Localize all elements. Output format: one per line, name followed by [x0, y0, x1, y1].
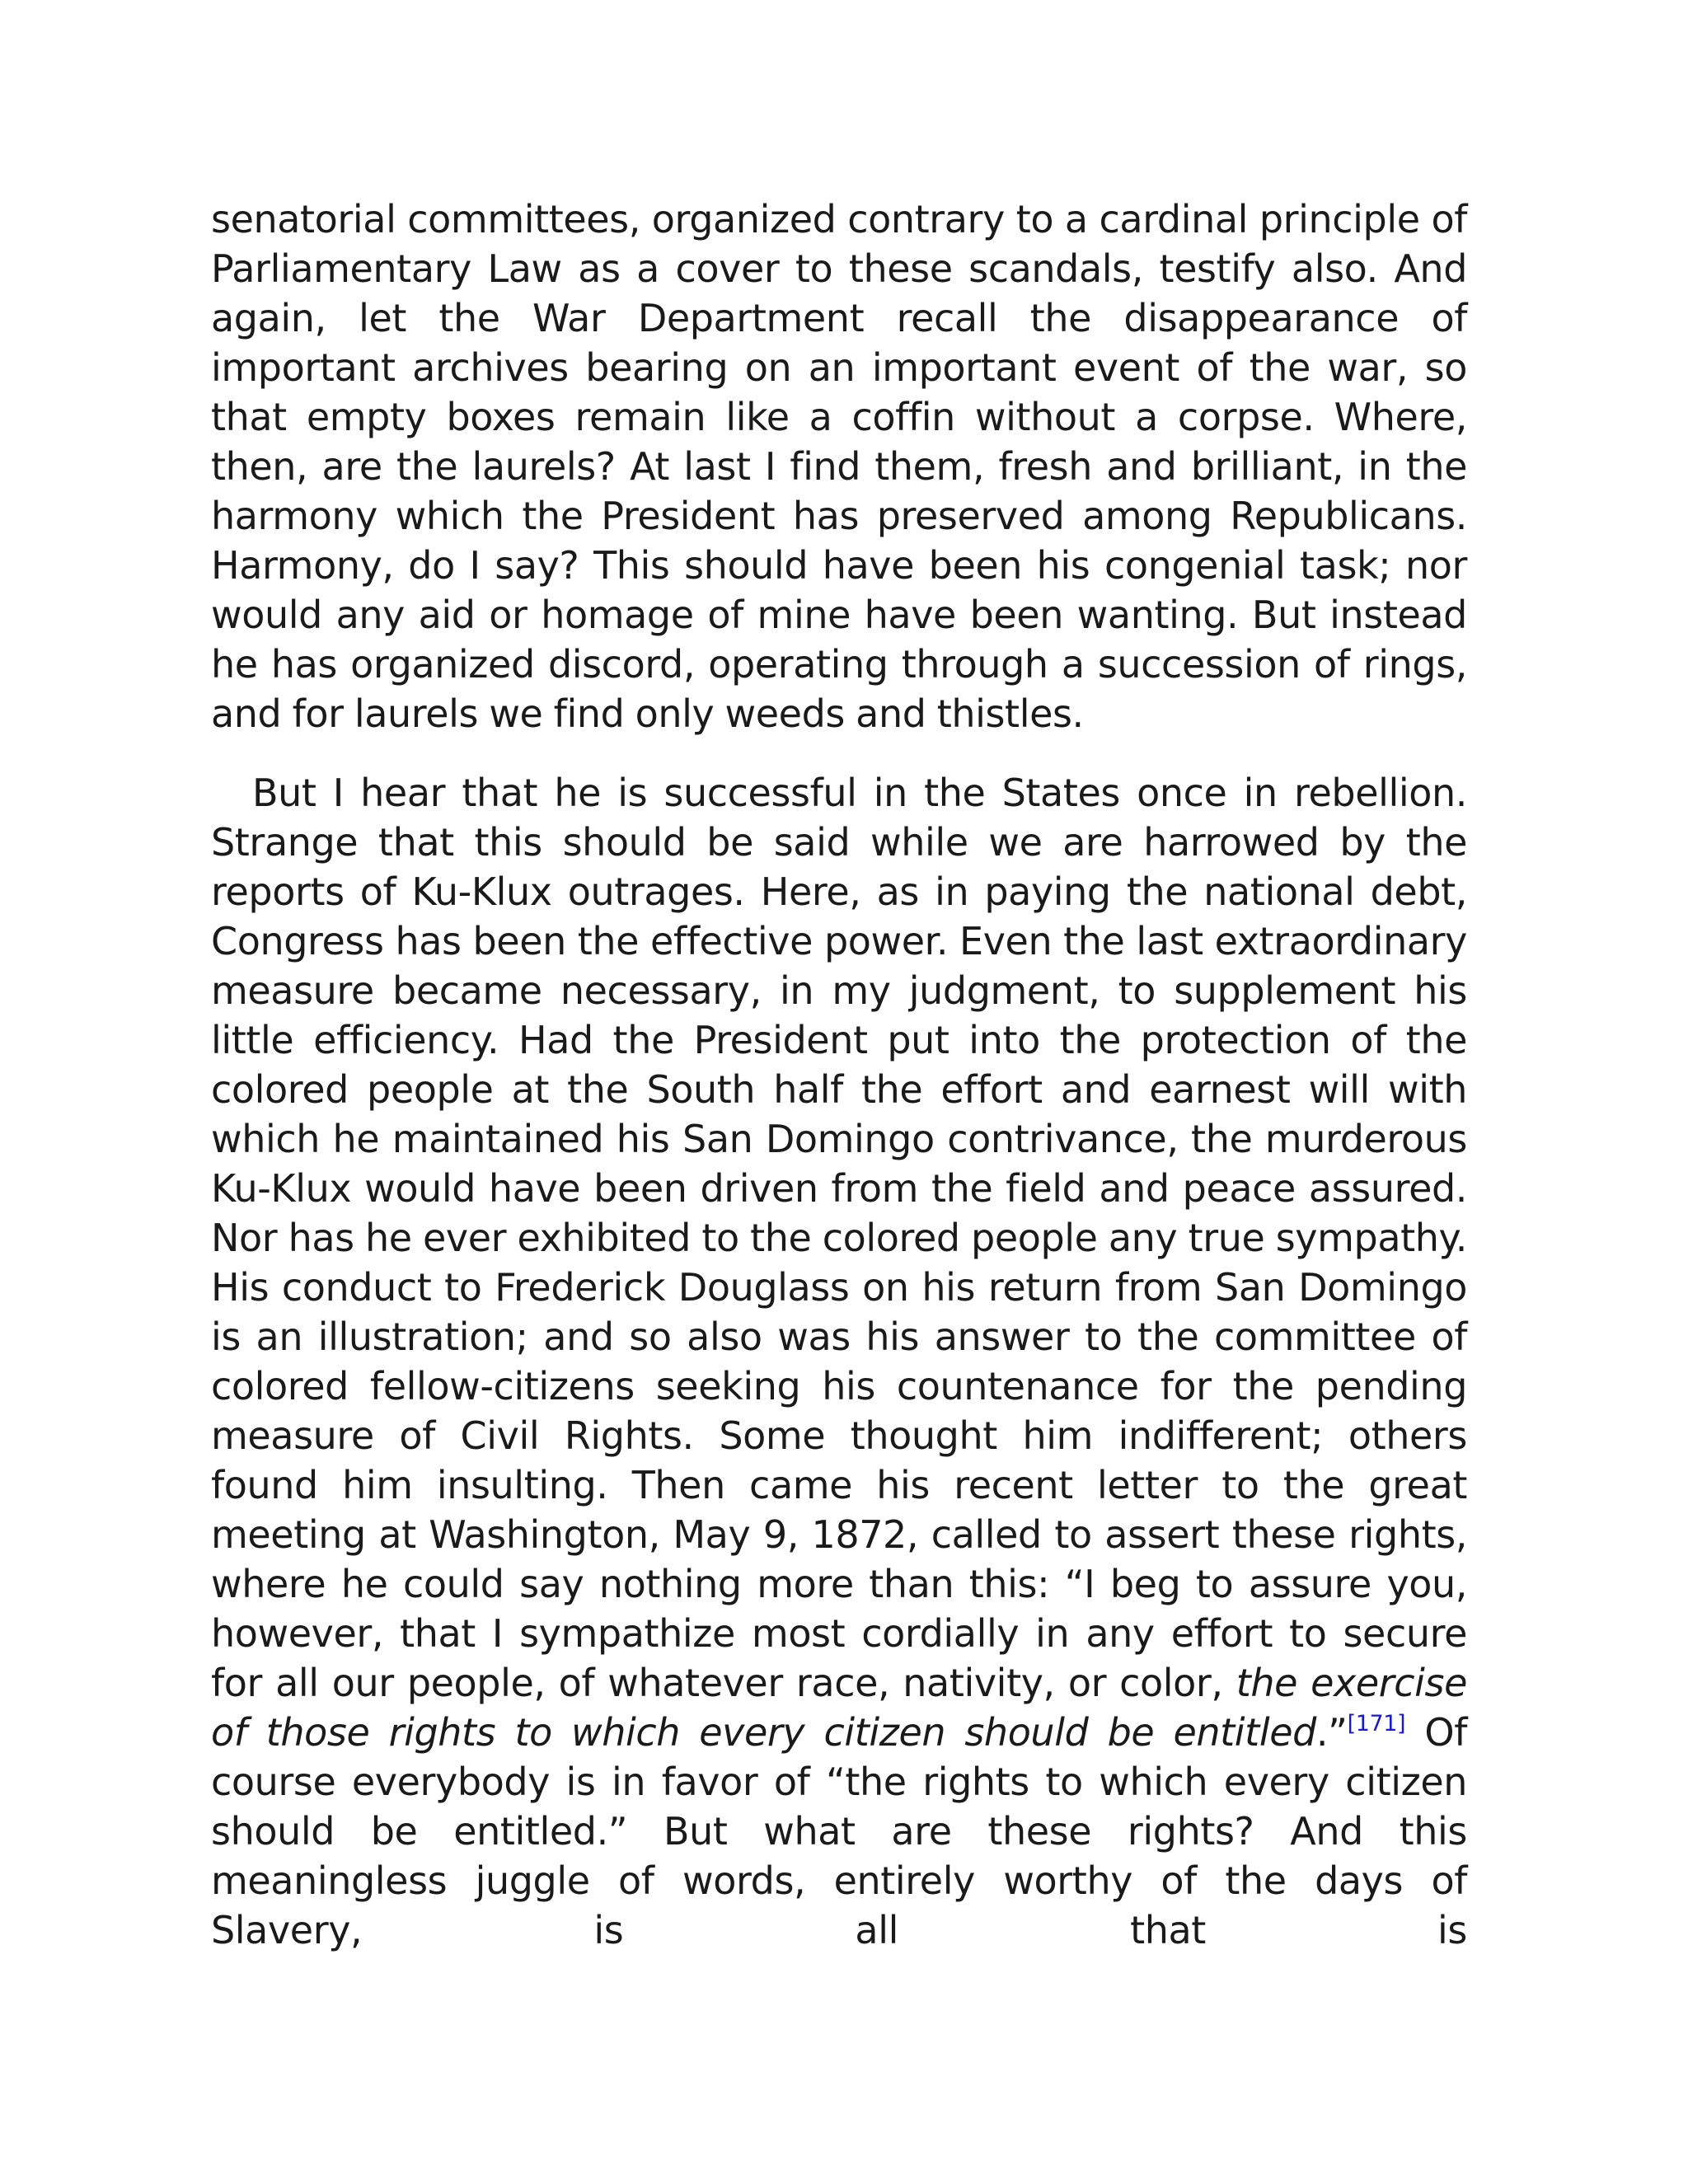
paragraph-ku-klux: [211, 768, 1467, 1955]
paragraph-continued: senatorial committees, organized contrary to a cardinal principle of Parliamentary Law as a cover to these scandals, testify also. And again, let the War Department recall the disappearance of important archives bearing on an important event of the war, so that empty boxes remain like a coffin without a corpse. Where, then, are the laurels? At last I find them, fresh and brilliant, in the harmony which the President has preserved among Republicans. Harmony, do I say? This should have been his congenial task; nor would any aid or homage of mine have been wanting. But instead he has organized discord, operating through a succession of rings, and for laurels we find only weeds and thistles.: [211, 197, 1467, 736]
closing-quote: .”: [1315, 1710, 1348, 1755]
quoted-italic-text: the exercise of those rights to which every citizen should be entitled: [211, 1661, 1467, 1755]
paragraph-text: But I hear that he is successful in the States once in rebellion. Strange that this should be said while we are harrowed by the reports of Ku-Klux outrages. Here, as in paying the national debt, Congress has been the effective power. Even the last extraordinary measure became necessary, in my judgment, to supplement his little efficiency. Had the President put into the protection of the colored people at the South half the effort and earnest will with which he maintained his San Domingo contrivance, the murderous Ku-Klux would have been driven from the field and peace assured. Nor has he ever exhibited to the colored people any true sympathy. His conduct to Frederick Douglass on his return from San Domingo is an illustration; and so also was his answer to the committee of colored fellow-citizens seeking his countenance for the pending measure of Civil Rights. Some thought him indifferent; others found him insulting. Then came his recent letter to the great meeting at Washington, May 9, 1872, called to assert these rights, where he could say nothing more than this: “I beg to assure you, however, that I sympathize most cordially in any effort to secure for all our people, of whatever race, nativity, or color,: [211, 771, 1467, 1705]
footnote-link-171[interactable]: [171]: [1347, 1711, 1406, 1736]
document-page: [211, 194, 1467, 1955]
paragraph-text-continued: Of course everybody is in favor of “the rights to which every citizen should be entitled.” But what are these rights? And this meaningless juggle of words, entirely worthy of the days of Slavery, is all that is: [211, 1710, 1467, 1952]
